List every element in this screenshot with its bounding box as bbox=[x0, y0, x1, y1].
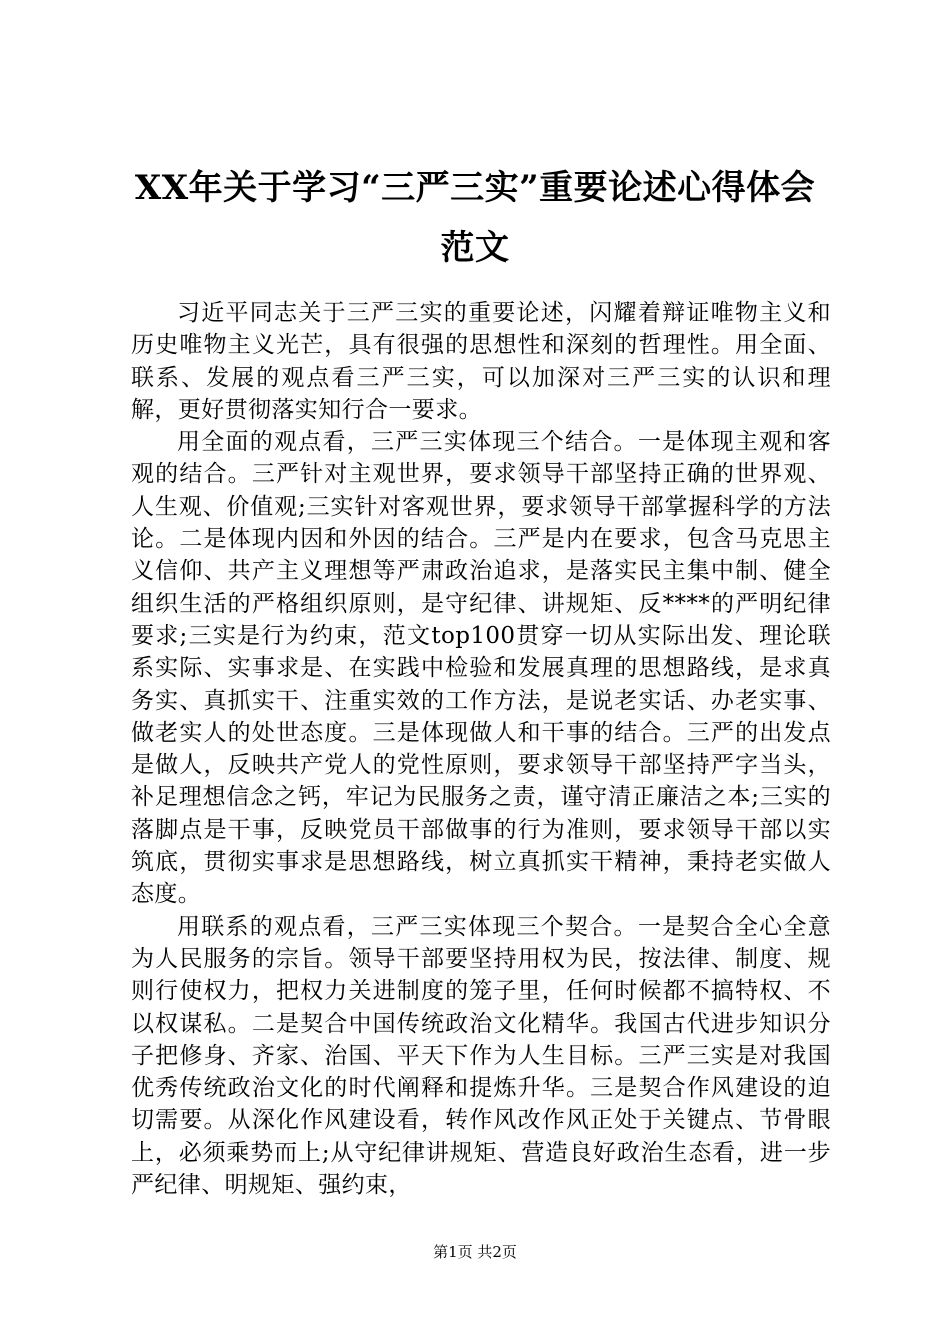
document-title: XX年关于学习“三严三实”重要论述心得体会范文 bbox=[134, 168, 816, 268]
document-body bbox=[131, 297, 831, 1201]
paragraph-2: 用全面的观点看，三严三实体现三个结合。一是体现主观和客观的结合。三严针对主观世界，要求领导干部坚持正确的世界观、人生观、价值观;三实针对客观世界，要求领导干部掌握科学的方法论。二是体现内因和外因的结合。三严是内在要求，包含马克思主义信仰、共产主义理想等严肃政治追求，是落实民主集中制、健全组织生活的严格组织原则，是守纪律、讲规矩、反****的严明纪律要求;三实是行为约束，范文top100贯穿一切从实际出发、理论联系实际、实事求是、在实践中检验和发展真理的思想路线，是求真务实、真抓实干、注重实效的工作方法，是说老实话、办老实事、做老实人的处世态度。三是体现做人和干事的结合。三严的出发点是做人，反映共产党人的党性原则，要求领导干部坚持严字当头，补足理想信念之钙，牢记为民服务之责，谨守清正廉洁之本;三实的落脚点是干事，反映党员干部做事的行为准则，要求领导干部以实筑底，贯彻实事求是思想路线，树立真抓实干精神，秉持老实做人态度。 bbox=[131, 429, 831, 908]
paragraph-3: 用联系的观点看，三严三实体现三个契合。一是契合全心全意为人民服务的宗旨。领导干部要坚持用权为民，按法律、制度、规则行使权力，把权力关进制度的笼子里，任何时候都不搞特权、不以权谋私。二是契合中国传统政治文化精华。我国古代进步知识分子把修身、齐家、治国、平天下作为人生目标。三严三实是对我国优秀传统政治文化的时代阐释和提炼升华。三是契合作风建设的迫切需要。从深化作风建设看，转作风改作风正处于关键点、节骨眼上，必须乘势而上;从守纪律讲规矩、营造良好政治生态看，进一步严纪律、明规矩、强约束， bbox=[131, 913, 831, 1199]
paragraph-1: 习近平同志关于三严三实的重要论述，闪耀着辩证唯物主义和历史唯物主义光芒，具有很强的思想性和深刻的哲理性。用全面、联系、发展的观点看三严三实，可以加深对三严三实的认识和理解，更好贯彻落实知行合一要求。 bbox=[131, 300, 831, 423]
page-number-footer: 第1页 共2页 bbox=[433, 1243, 517, 1261]
